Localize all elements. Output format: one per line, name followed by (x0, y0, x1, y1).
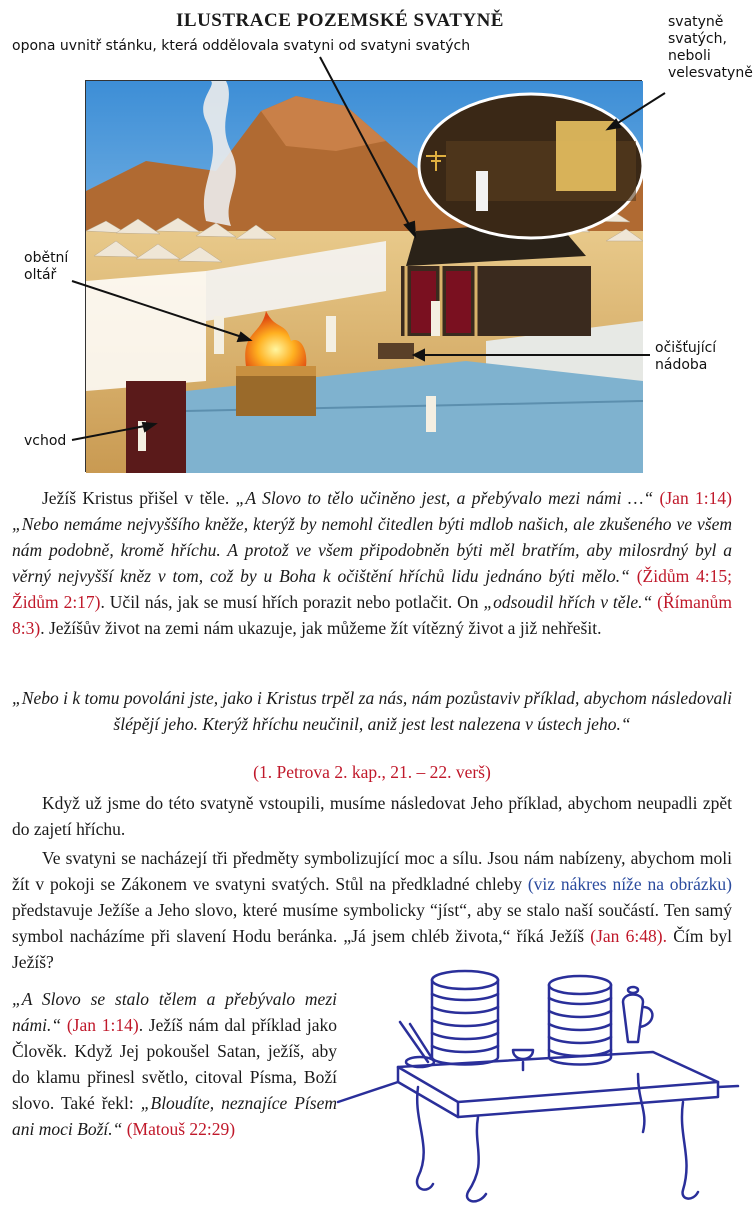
p3-text-a: Ve svatyni se nacházejí tři předměty symbolizující moc a sílu. Jsou nám nabízeny, abychom moli žít v pokoji se Zákonem ve svatyni svatých. Stůl na předkladné chleby (12, 848, 732, 894)
gate-label: vchod (24, 433, 67, 449)
basin-label-line-2: nádoba (655, 357, 708, 373)
showbread-table-drawing (338, 962, 738, 1207)
p1-text-f: . Učil nás, jak se musí hřích porazit nebo potlačit. On (100, 592, 484, 612)
altar-label-line-1: obětní (24, 250, 69, 266)
p4-quote-john: „A Slovo se stalo tělem a přebývalo mezi námi.“ (12, 989, 337, 1035)
paragraph-4 (12, 986, 337, 1142)
paragraph-2: Když už jsme do této svatyně vstoupili, musíme následovat Jeho příklad, abychom neupadli zpět do zajetí hříchu. (12, 793, 732, 839)
tabernacle-illustration (85, 80, 642, 472)
basin-label (655, 340, 716, 374)
p1-text-i: . Ježíšův život na zemi nám ukazuje, jak můžeme žít vítězný život a již nehřešit. (40, 618, 602, 638)
curtain-label: opona uvnitř stánku, která oddělovala svatyni od svatyni svatých (12, 38, 471, 54)
p1-text-a: Ježíš Kristus přišel v těle. (42, 488, 236, 508)
p3-text-e: Čím byl Ježíš? (12, 926, 732, 972)
p4-text-c: . Ježíš nám dal příklad jako Člověk. Když Jej pokoušel Satan, ježíš, aby do klamu přinesl světlo, citoval Písma, Boží slovo. Také řekl: (12, 1015, 337, 1113)
peter-quote: „Nebo i k tomu povoláni jste, jako i Kristus trpěl za nás, nám pozůstaviv příklad, abychom následovali šlépějí jeho. Kterýž hříchu neučinil, aniž jest lest nalezena v ústech jeho.“ (12, 688, 732, 734)
p3-ref-john: (Jan 6:48). (590, 926, 667, 946)
basin-label-line-1: očišťující (655, 340, 717, 356)
holy-label-line-2: svatých, (668, 31, 727, 47)
p4-ref-john: (Jan 1:14) (61, 1015, 139, 1035)
p1-ref-romans: (Římanům 8:3) (12, 592, 732, 638)
p1-quote-romans: „odsoudil hřích v těle.“ (483, 592, 653, 612)
peter-quote-reference: (1. Petrova 2. kap., 21. – 22. verš) (253, 762, 491, 782)
holy-label-line-3: neboli (668, 48, 711, 64)
p1-quote-hebrews: „Nebo nemáme nejvyššího kněže, kterýž by nemohl čitedlen býti mdlob našich, ale zkušeného ve všem nám podobně, kromě hříchu. A protož ve všem připodobněn býti měl bratřím, aby milosrdný byl a věrný nejvyšší kněz v tom, což by u Boha k očištění hříchů lidu jednáno býti mělo.“ (12, 514, 732, 586)
holy-label-line-4: velesvatyně (668, 65, 753, 81)
paragraph-1 (12, 485, 732, 641)
p1-quote-john: „A Slovo to tělo učiněno jest, a přebývalo mezi námi …“ (235, 488, 654, 508)
paragraph-3 (12, 845, 732, 975)
p3-text-c: představuje Ježíše a Jeho slovo, které musíme symbolicky “jíst“, aby se stalo naší součástí. Ten samý symbol nacházíme při slavení Hodu beránka. „Já jsem chléb života,“ říká Ježíš (12, 900, 732, 946)
p4-ref-matthew: (Matouš 22:29) (122, 1119, 236, 1139)
altar-label-line-2: oltář (24, 267, 57, 283)
p3-figure-note: (viz nákres níže na obrázku) (527, 874, 732, 894)
p4-quote-matthew: „Bloudíte, neznajíce Písem ani moci Boží.“ (12, 1093, 337, 1139)
p1-ref-john: (Jan 1:14) (653, 488, 732, 508)
altar-label (24, 250, 68, 284)
page-title: ILUSTRACE POZEMSKÉ SVATYNĚ (176, 10, 504, 31)
holy-label-line-1: svatyně (668, 14, 724, 30)
p1-ref-hebrews: (Židům 4:15; Židům 2:17) (12, 566, 733, 612)
holy-of-holies-label (668, 14, 753, 82)
